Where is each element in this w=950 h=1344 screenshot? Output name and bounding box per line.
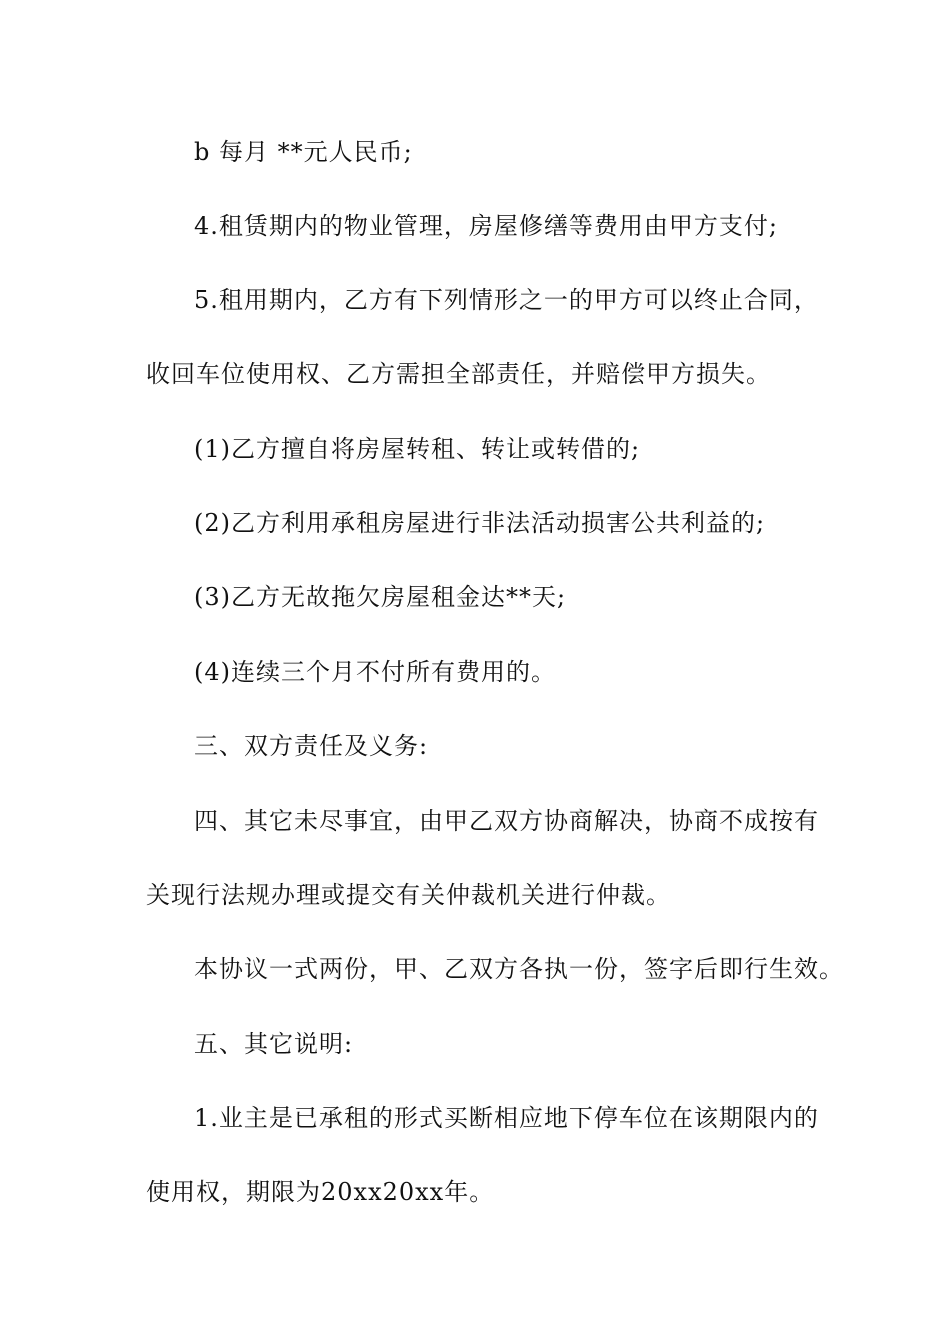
text-line: b 每月 **元人民币; [194,138,413,166]
text-line: 关现行法规办理或提交有关仲裁机关进行仲裁。 [146,881,671,909]
text-line: 收回车位使用权、乙方需担全部责任，并赔偿甲方损失。 [146,360,771,388]
text-line: (2)乙方利用承租房屋进行非法活动损害公共利益的; [194,509,766,537]
section-heading: 五、其它说明: [194,1030,354,1058]
text-line: 使用权，期限为20xx20xx年。 [146,1178,495,1206]
text-line: 1.业主是已承租的形式买断相应地下停车位在该期限内的 [194,1104,819,1132]
text-line: 四、其它未尽事宜，由甲乙双方协商解决，协商不成按有 [194,807,819,835]
text-line: (3)乙方无故拖欠房屋租金达**天; [194,583,567,611]
section-heading: 三、双方责任及义务: [194,732,429,760]
text-line: 4.租赁期内的物业管理，房屋修缮等费用由甲方支付; [194,212,778,240]
text-line: 本协议一式两份，甲、乙双方各执一份，签字后即行生效。 [194,955,844,983]
text-line: (1)乙方擅自将房屋转租、转让或转借的; [194,435,641,463]
text-line: 5.租用期内，乙方有下列情形之一的甲方可以终止合同， [194,286,819,314]
text-line: (4)连续三个月不付所有费用的。 [194,658,556,686]
